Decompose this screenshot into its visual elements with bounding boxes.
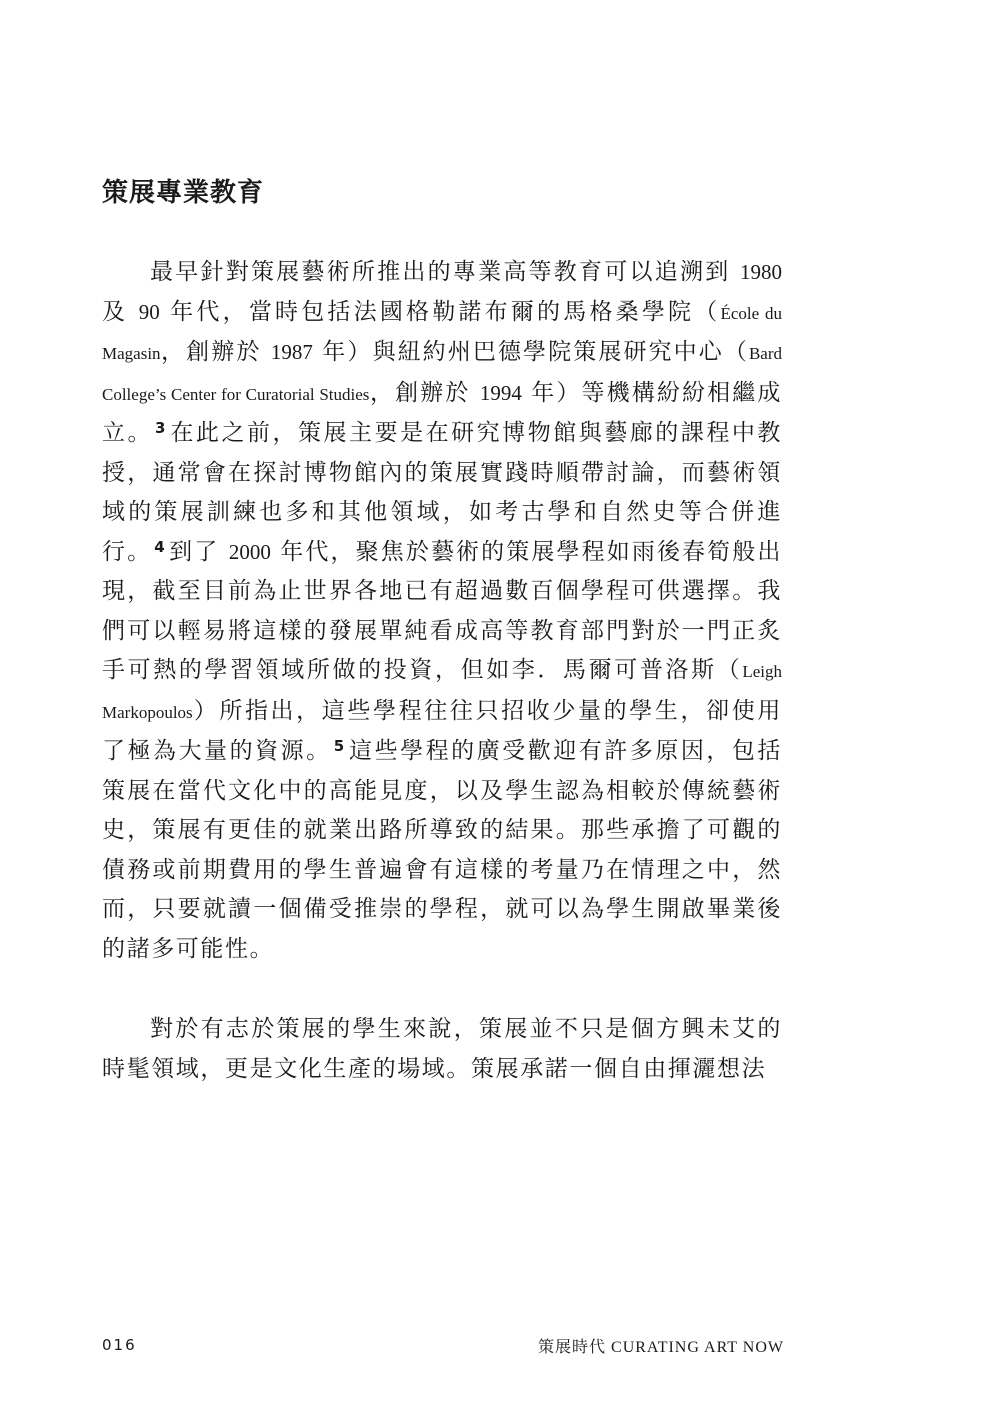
footnote-marker-4[interactable]: 4 [154,537,165,556]
body-paragraph-2: 對於有志於策展的學生來說，策展並不只是個方興未艾的時髦領域，更是文化生產的場域。策展承諾一個自由揮灑想法 [102,1016,782,1082]
year-1980: 1980 [740,260,782,284]
text-run: ，創辦於 [160,339,271,365]
text-run: 這些學程的廣受歡迎有許多原因，包括策展在當代文化中的高能見度，以及學生認為相較於傳統藝術史，策展有更佳的就業出路所導致的結果。那些承擔了可觀的債務或前期費用的學生普遍會有這樣的考量乃在情理之中，然而，只要就讀一個備受推崇的學程，就可以為學生開啟畢業後的諸多可能性。 [102,738,783,962]
text-run: 最早針對策展藝術所推出的專業高等教育可以追溯到 [150,259,740,285]
text-run: 年）等機構紛紛相繼成立。 [102,379,782,446]
text-run: 到了 [168,538,229,565]
footnote-marker-5[interactable]: 5 [333,737,345,756]
text-run: 及 [102,298,139,325]
bard-college: Bard College’s Center for Curatorial Studies [102,344,782,404]
text-run: 年）與紐約州巴德學院策展研究中心（ [312,339,749,365]
year-2000: 2000 [228,539,271,564]
text-run: ，創辦於 [369,379,480,406]
text-run: 年代，當時包括法國格勒諾布爾的馬格桑學院（ [159,298,721,325]
body-paragraph-1 [102,253,782,969]
text-run: 在此之前，策展主要是在研究博物館與藝廊的課程中教授，通常會在探討博物館內的策展實踐時順帶討論，而藝術領域的策展訓練也多和其他領域，如考古學和自然史等合併進行。 [102,420,782,565]
text-run: 年代，聚焦於藝術的策展學程如雨後春筍般出現，截至目前為止世界各地已有超過數百個學程可供選擇。我們可以輕易將這樣的發展單純看成高等教育部門對於一門正炙手可熱的學習領域所做的投資，但如李．馬爾可普洛斯（ [102,538,782,683]
running-footer-title: 策展時代 CURATING ART NOW [538,1339,784,1356]
year-1994: 1994 [479,380,522,405]
ecole-du-magasin: École du Magasin [102,303,783,363]
footnote-marker-3[interactable]: 3 [155,419,166,438]
page-number: 016 [102,1336,137,1354]
year-1987: 1987 [270,340,313,364]
year-90: 90 [138,299,160,324]
leigh-markopoulos: Leigh Markopoulos [102,662,782,722]
section-heading: 策展專業教育 [102,178,265,208]
text-run: ）所指出，這些學程往往只招收少量的學生，卻使用了極為大量的資源。 [102,697,782,764]
